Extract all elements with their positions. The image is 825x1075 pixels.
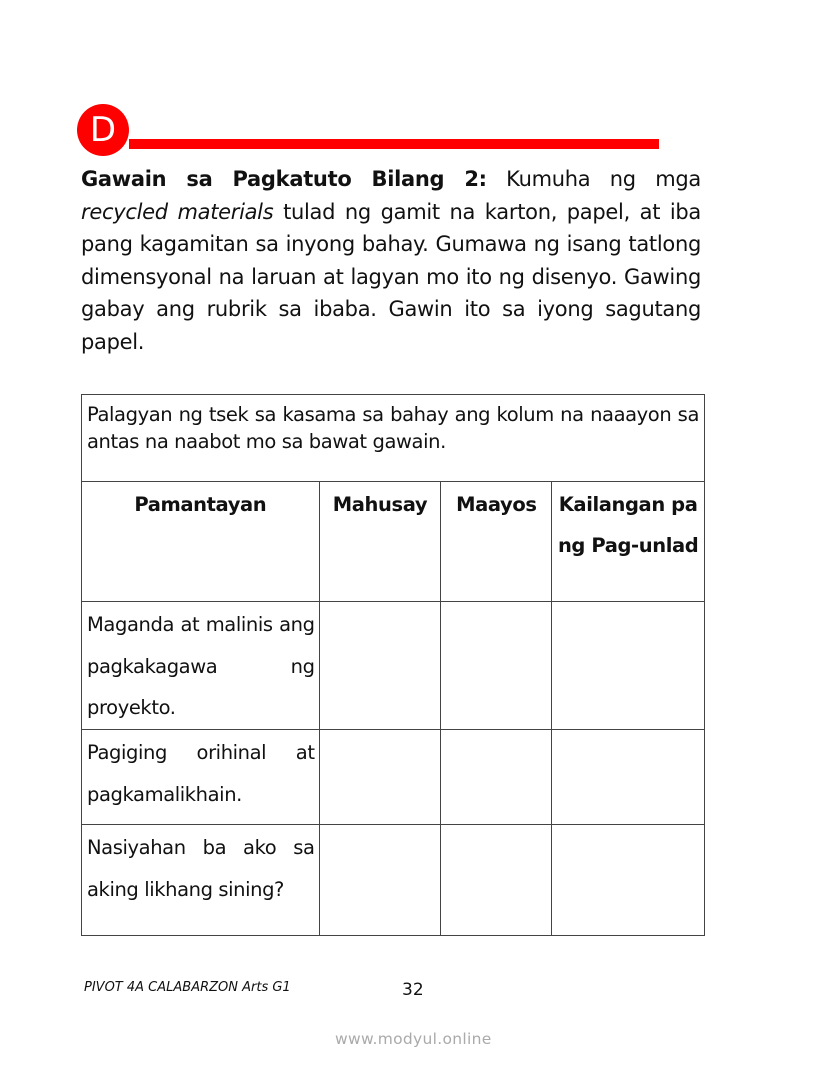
header-maayos: Maayos bbox=[441, 482, 552, 602]
footer-source: PIVOT 4A CALABARZON Arts G1 bbox=[84, 980, 291, 995]
table-row bbox=[82, 825, 705, 936]
criterion-cell: Pagiging orihinal at pagkamalikhain. bbox=[82, 730, 320, 825]
activity-title: Gawain sa Pagkatuto Bilang 2: bbox=[81, 167, 487, 191]
kailangan-checkbox-cell[interactable] bbox=[552, 602, 705, 730]
watermark: www.modyul.online bbox=[335, 1030, 492, 1048]
mahusay-checkbox-cell[interactable] bbox=[319, 730, 441, 825]
header-kailangan: Kailangan pa ng Pag-unlad bbox=[552, 482, 705, 602]
maayos-checkbox-cell[interactable] bbox=[441, 825, 552, 936]
header-pamantayan: Pamantayan bbox=[82, 482, 320, 602]
activity-intro: Kumuha ng mga bbox=[486, 167, 702, 191]
table-row bbox=[82, 730, 705, 825]
activity-body: tulad ng gamit na karton, papel, at iba pang kagamitan sa inyong bahay. Gumawa ng isang tatlong dimensyonal na laruan at lagyan mo ito ng disenyo. Gawing gabay ang rubrik sa ibaba. Gawin ito sa iyong sagutang papel. bbox=[81, 199, 701, 354]
table-row bbox=[82, 602, 705, 730]
page-number: 32 bbox=[402, 980, 424, 1000]
activity-instructions bbox=[81, 163, 701, 358]
mahusay-checkbox-cell[interactable] bbox=[319, 825, 441, 936]
rubric-table bbox=[81, 394, 705, 936]
kailangan-checkbox-cell[interactable] bbox=[552, 825, 705, 936]
criterion-cell: Maganda at malinis ang pagkakagawa ng proyekto. bbox=[82, 602, 320, 730]
section-divider bbox=[129, 139, 659, 149]
mahusay-checkbox-cell[interactable] bbox=[319, 602, 441, 730]
rubric-header-row bbox=[82, 482, 705, 602]
maayos-checkbox-cell[interactable] bbox=[441, 602, 552, 730]
maayos-checkbox-cell[interactable] bbox=[441, 730, 552, 825]
section-letter-badge: D bbox=[77, 104, 129, 156]
header-mahusay: Mahusay bbox=[319, 482, 441, 602]
rubric-instruction-row bbox=[82, 395, 705, 482]
rubric-instruction: Palagyan ng tsek sa kasama sa bahay ang kolum na naaayon sa antas na naabot mo sa bawat gawain. bbox=[82, 395, 705, 482]
activity-italic-phrase: recycled materials bbox=[81, 199, 274, 224]
kailangan-checkbox-cell[interactable] bbox=[552, 730, 705, 825]
criterion-cell: Nasiyahan ba ako sa aking likhang sining? bbox=[82, 825, 320, 936]
